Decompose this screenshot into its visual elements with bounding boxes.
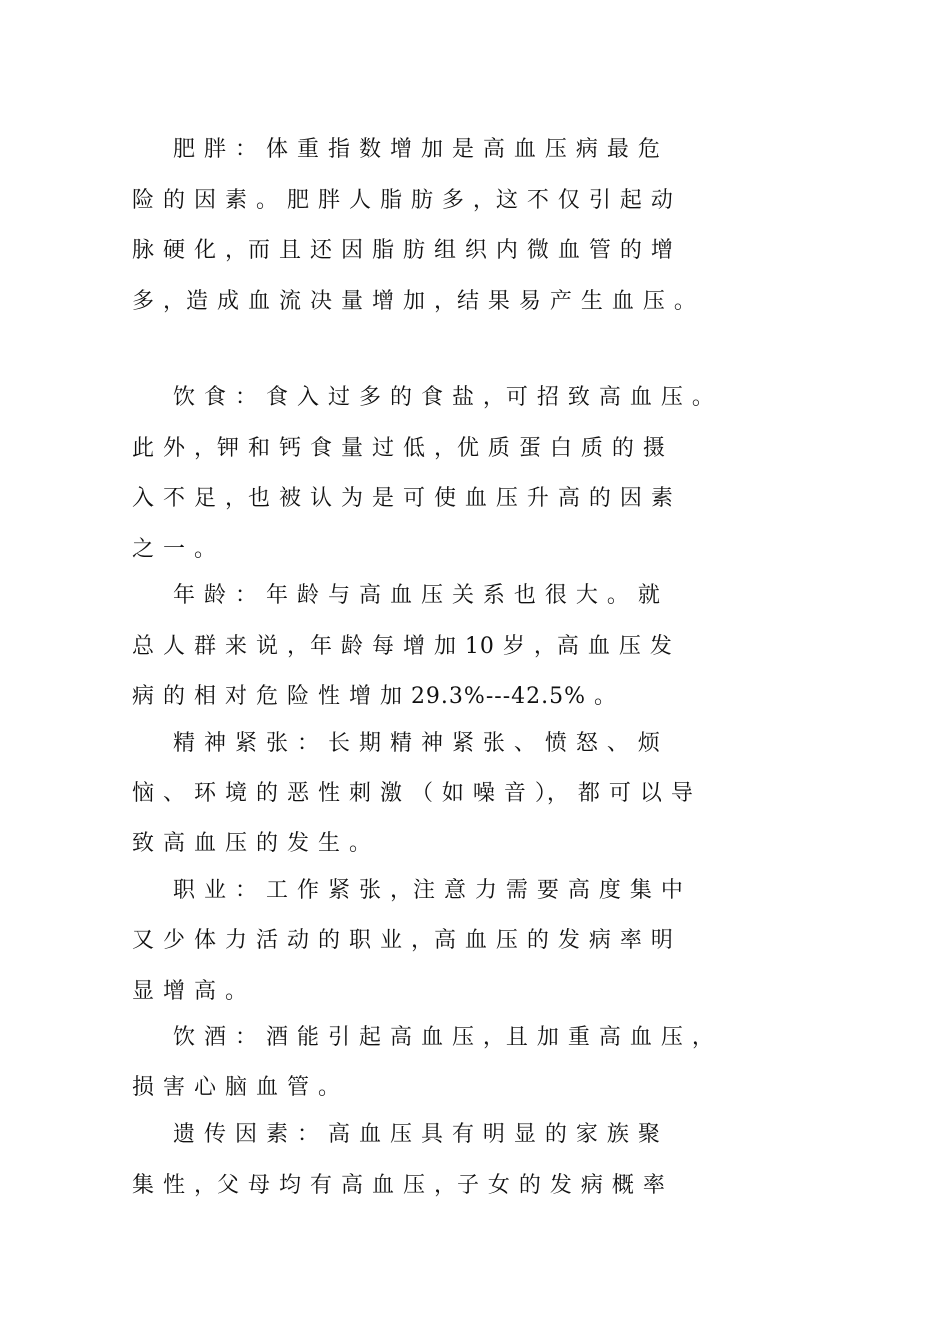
paragraph-obesity-line-3: 脉 硬 化 ，而 且 还 因 脂 肪 组 织 内 微 血 管 的 增 — [132, 238, 674, 263]
paragraph-diet-line-4: 之 一 。 — [132, 537, 217, 562]
paragraph-diet-line-2: 此 外 ，钾 和 钙 食 量 过 低 ，优 质 蛋 白 质 的 摄 — [132, 436, 666, 461]
paragraph-age-line-2: 总 人 群 来 说 ，年 龄 每 增 加 10 岁 ，高 血 压 发 — [132, 634, 673, 659]
paragraph-age-line-3: 病 的 相 对 危 险 性 增 加 29.3%---42.5% 。 — [132, 684, 618, 709]
paragraph-alcohol-line-1: 饮 酒 ： 酒 能 引 起 高 血 压 ，且 加 重 高 血 压 ， — [173, 1025, 715, 1050]
paragraph-obesity-line-4: 多 ，造 成 血 流 决 量 增 加 ，结 果 易 产 生 血 压 。 — [132, 289, 697, 314]
paragraph-occupation-line-1: 职 业 ： 工 作 紧 张 ，注 意 力 需 要 高 度 集 中 — [173, 878, 684, 903]
paragraph-occupation-line-2: 又 少 体 力 活 动 的 职 业 ，高 血 压 的 发 病 率 明 — [132, 928, 674, 953]
paragraph-obesity-line-1: 肥 胖 ： 体 重 指 数 增 加 是 高 血 压 病 最 危 — [173, 137, 661, 162]
paragraph-occupation-line-3: 显 增 高 。 — [132, 979, 248, 1004]
paragraph-diet-line-3: 入 不 足 ，也 被 认 为 是 可 使 血 压 升 高 的 因 素 — [132, 486, 674, 511]
paragraph-diet-line-1: 饮 食 ： 食 入 过 多 的 食 盐 ，可 招 致 高 血 压 。 — [173, 385, 715, 410]
paragraph-stress-line-3: 致 高 血 压 的 发 生 。 — [132, 831, 372, 856]
paragraph-heredity-line-1: 遗 传 因 素 ： 高 血 压 具 有 明 显 的 家 族 聚 — [173, 1122, 661, 1147]
paragraph-obesity-line-2: 险 的 因 素 。 肥 胖 人 脂 肪 多 ，这 不 仅 引 起 动 — [132, 188, 674, 213]
paragraph-stress-line-1: 精 神 紧 张 ： 长 期 精 神 紧 张 、 愤 怒 、 烦 — [173, 731, 661, 756]
paragraph-heredity-line-2: 集 性 ，父 母 均 有 高 血 压 ，子 女 的 发 病 概 率 — [132, 1173, 666, 1198]
paragraph-alcohol-line-2: 损 害 心 脑 血 管 。 — [132, 1075, 341, 1100]
paragraph-age-line-1: 年 龄 ： 年 龄 与 高 血 压 关 系 也 很 大 。 就 — [173, 583, 661, 608]
paragraph-stress-line-2: 恼 、 环 境 的 恶 性 刺 激 （ 如 噪 音 ）， 都 可 以 导 — [132, 781, 694, 806]
